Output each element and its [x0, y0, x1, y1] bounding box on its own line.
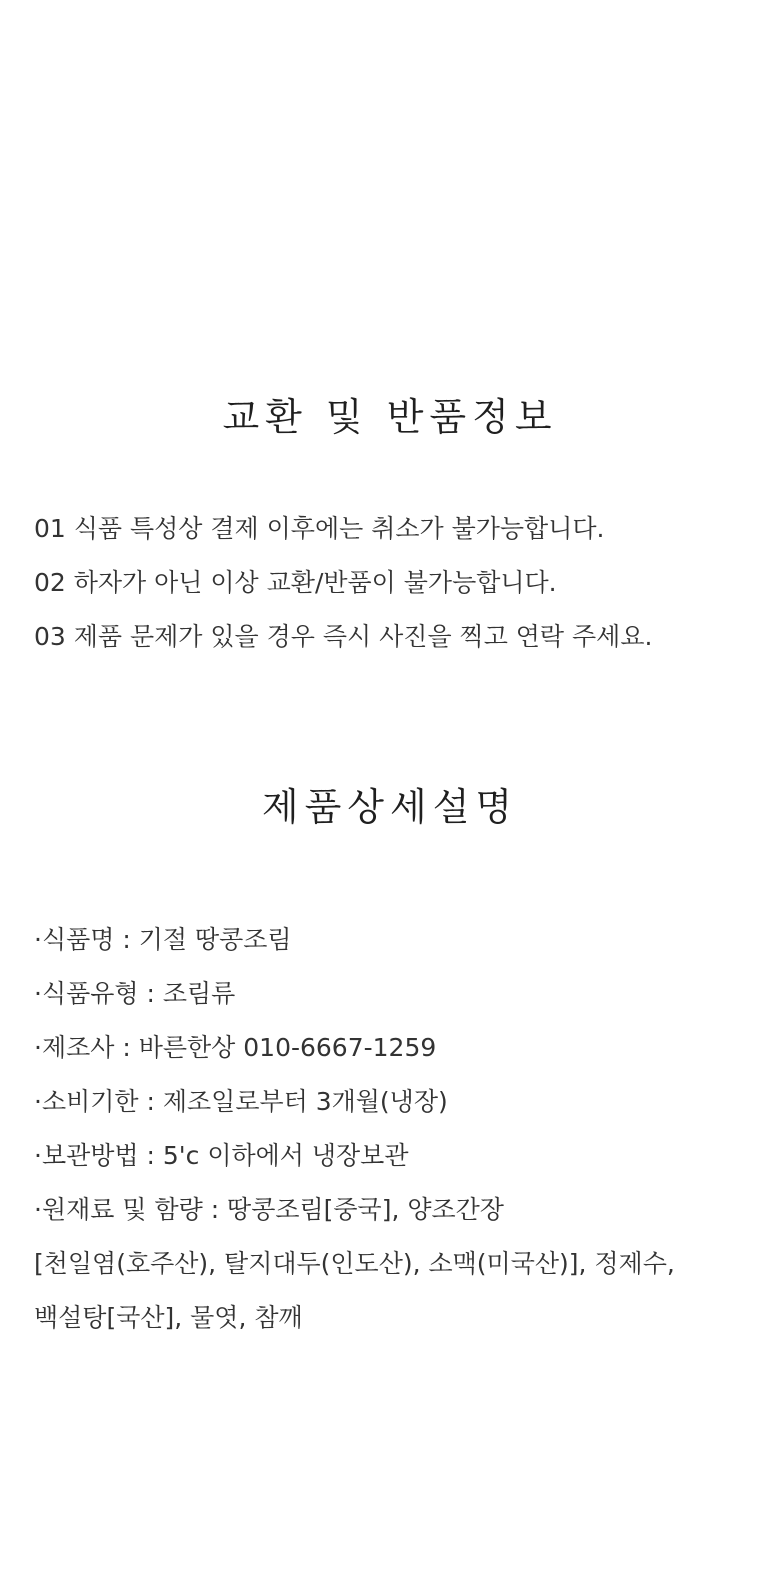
product-detail-manufacturer: ·제조사 : 바른한상 010-6667-1259	[34, 1033, 437, 1062]
product-detail-name: ·식품명 : 기절 땅콩조림	[34, 925, 292, 954]
product-detail-storage: ·보관방법 : 5'c 이하에서 냉장보관	[34, 1141, 409, 1170]
product-detail-ingredients-cont-1: [천일염(호주산), 탈지대두(인도산), 소맥(미국산)], 정제수,	[34, 1249, 675, 1278]
exchange-section-title	[0, 392, 780, 442]
exchange-policy-line-3: 03 제품 문제가 있을 경우 즉시 사진을 찍고 연락 주세요.	[34, 622, 653, 651]
exchange-policy-line-1: 01 식품 특성상 결제 이후에는 취소가 불가능합니다.	[34, 514, 605, 543]
product-detail-list	[34, 913, 754, 1345]
product-section-title	[0, 782, 780, 832]
product-detail-ingredients: ·원재료 및 함량 : 땅콩조림[중국], 양조간장	[34, 1195, 504, 1224]
product-detail-expiry: ·소비기한 : 제조일로부터 3개월(냉장)	[34, 1087, 448, 1116]
product-detail-ingredients-cont-2: 백설탕[국산], 물엿, 참깨	[34, 1303, 303, 1332]
product-detail-type: ·식품유형 : 조림류	[34, 979, 236, 1008]
product-title-text: 제품상세설명	[256, 782, 524, 832]
exchange-title-text: 교환 및 반품정보	[216, 392, 563, 442]
exchange-policy-line-2: 02 하자가 아닌 이상 교환/반품이 불가능합니다.	[34, 568, 557, 597]
exchange-policy-list	[34, 502, 754, 664]
